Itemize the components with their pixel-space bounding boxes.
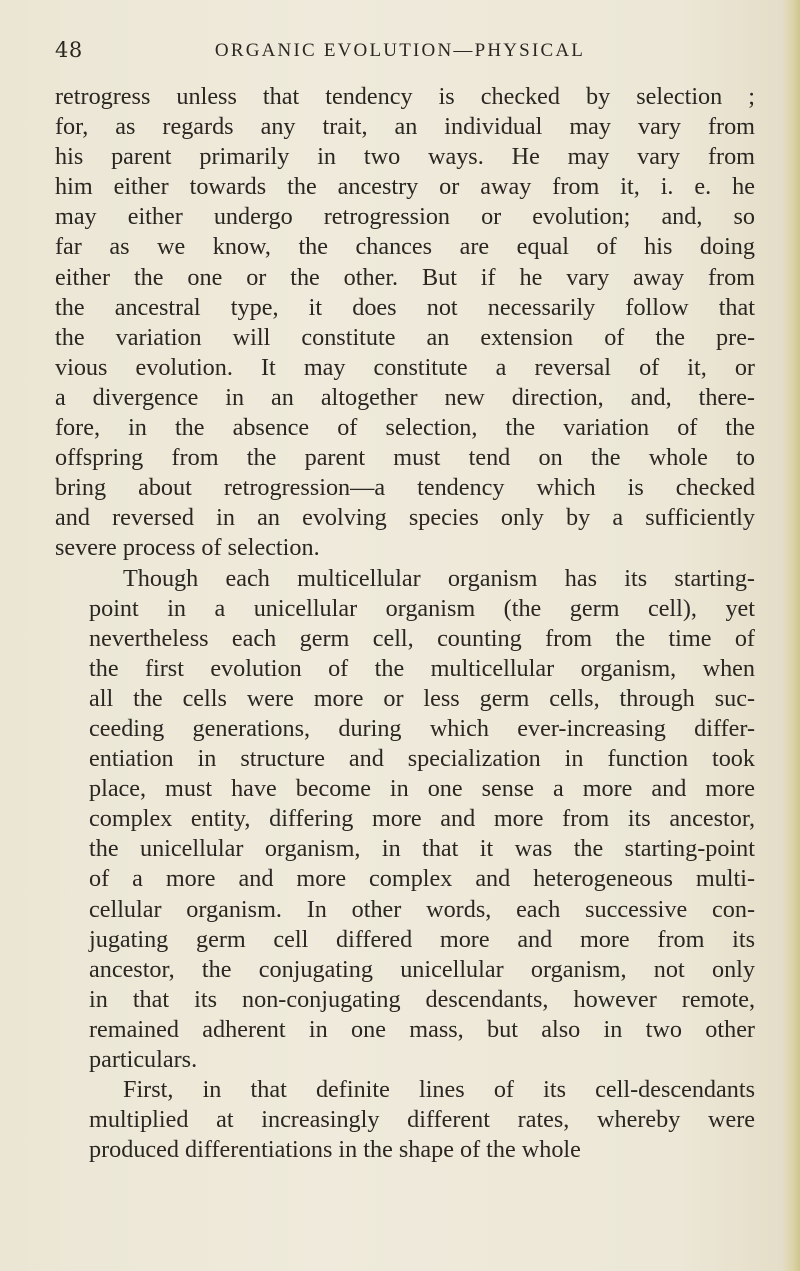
text-line: point in a unicellular organism (the germ cell), yet [89, 594, 755, 622]
running-head: ORGANIC EVOLUTION—PHYSICAL [214, 40, 586, 61]
text-line: him either towards the ancestry or away from it, i. e. he [55, 173, 755, 201]
text-line: vious evolution. It may constitute a reversal of it, or [55, 353, 755, 381]
text-line: ceeding generations, during which ever-increasing differ- [89, 714, 755, 742]
text-line: ancestor, the conjugating unicellular organism, not only [89, 955, 755, 983]
page-edge [782, 0, 800, 1271]
text-line: his parent primarily in two ways. He may vary from [55, 143, 755, 171]
text-line: jugating germ cell differed more and more from its [89, 925, 755, 953]
text-line: may either undergo retrogression or evolution; and, so [55, 203, 755, 231]
text-line: the first evolution of the multicellular organism, when [89, 654, 755, 682]
text-line: offspring from the parent must tend on the whole to [55, 444, 755, 472]
text-line: place, must have become in one sense a more and more [89, 775, 755, 803]
text-line: the unicellular organism, in that it was the starting-point [89, 835, 755, 863]
text-line: a divergence in an altogether new direction, and, there- [55, 383, 755, 411]
text-line: either the one or the other. But if he vary away from [55, 263, 755, 291]
text-line: complex entity, differing more and more from its ancestor, [89, 805, 755, 833]
text-line: far as we know, the chances are equal of his doing [55, 233, 755, 261]
text-line: particulars. [89, 1046, 198, 1073]
text-line: the ancestral type, it does not necessarily follow that [55, 293, 755, 321]
text-line: for, as regards any trait, an individual may vary from [55, 113, 755, 141]
text-line: fore, in the absence of selection, the variation of the [55, 414, 755, 442]
paragraph [55, 82, 755, 564]
text-line: First, in that definite lines of its cell-descendants [123, 1076, 755, 1104]
page-header [55, 38, 745, 68]
body-text [55, 82, 755, 1165]
page-number: 48 [55, 38, 83, 62]
text-line: entiation in structure and specialization in function took [89, 745, 755, 773]
text-line: remained adherent in one mass, but also in two other [89, 1015, 755, 1043]
text-line: cellular organism. In other words, each successive con- [89, 895, 755, 923]
text-line: Though each multicellular organism has its starting- [123, 564, 755, 592]
text-line: multiplied at increasingly different rates, whereby were [89, 1106, 755, 1134]
paragraph [55, 564, 755, 1076]
text-line: produced differentiations in the shape of the whole [89, 1136, 581, 1164]
text-line: nevertheless each germ cell, counting from the time of [89, 624, 755, 652]
text-line: retrogress unless that tendency is checked by selection ; [55, 83, 755, 110]
text-line: all the cells were more or less germ cells, through suc- [89, 684, 755, 712]
text-line: the variation will constitute an extension of the pre- [55, 323, 755, 351]
paragraph [55, 1075, 755, 1165]
text-line: in that its non-conjugating descendants, however remote, [89, 985, 755, 1013]
text-line: and reversed in an evolving species only by a sufficiently [55, 504, 755, 532]
text-line: bring about retrogression—a tendency which is checked [55, 474, 755, 502]
text-line: severe process of selection. [55, 534, 320, 562]
text-line: of a more and more complex and heterogeneous multi- [89, 865, 755, 893]
